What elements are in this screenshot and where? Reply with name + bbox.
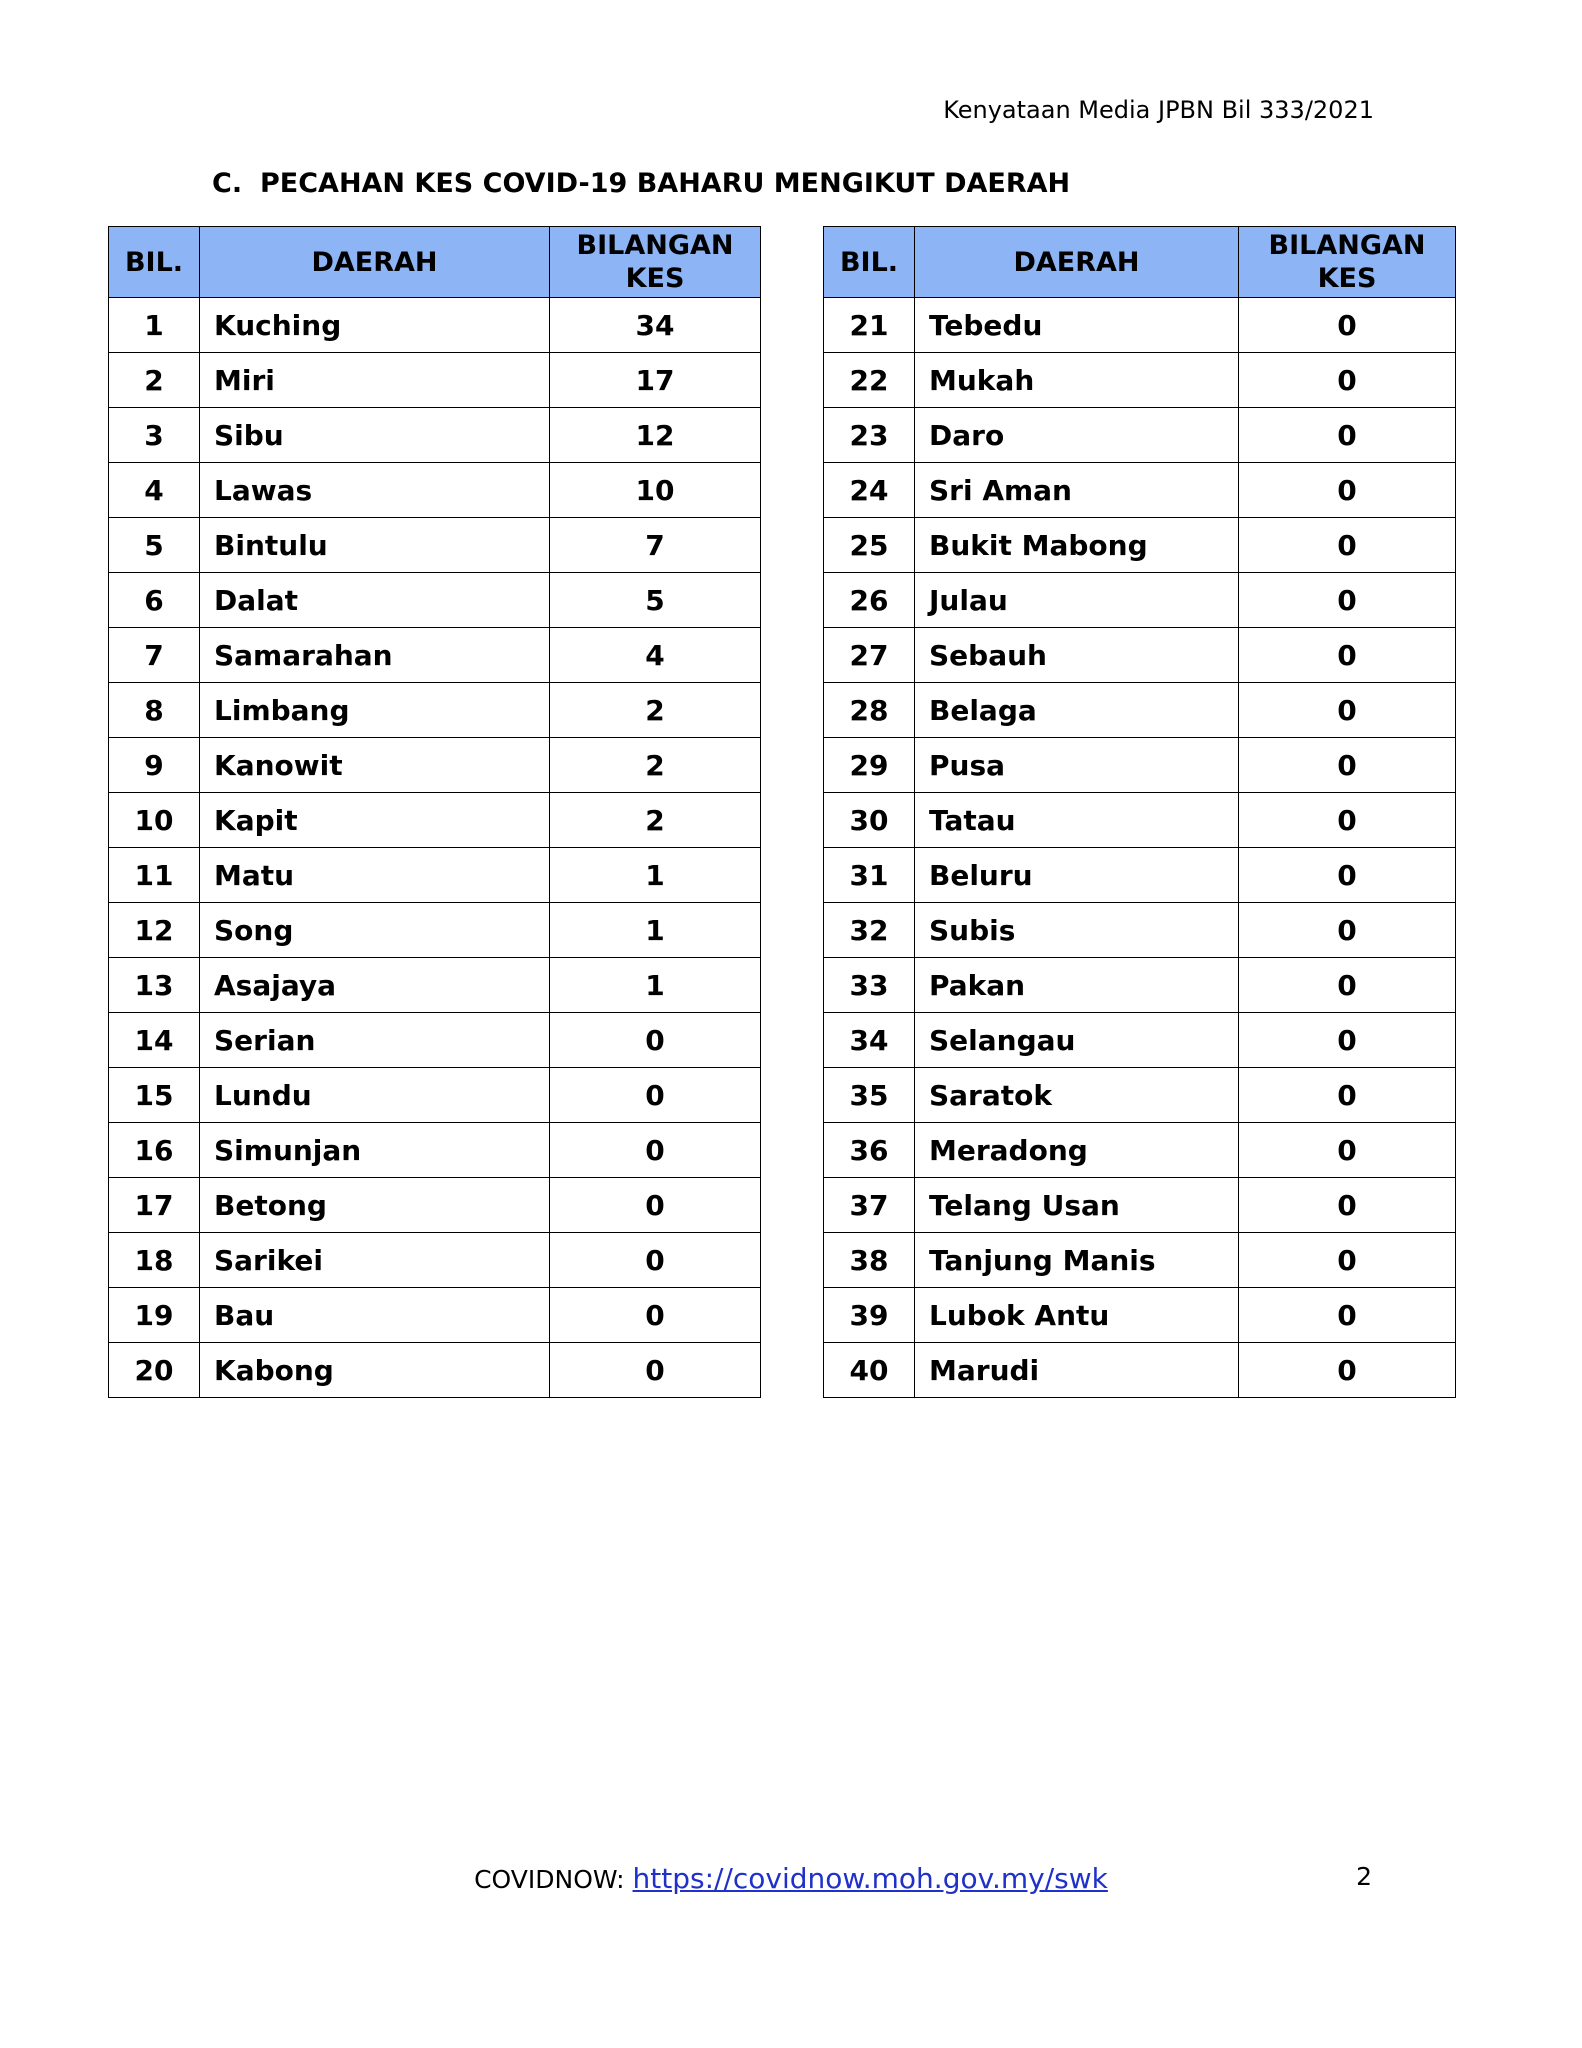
case-count: 0	[1239, 1013, 1456, 1068]
case-count: 2	[550, 738, 761, 793]
table-row	[109, 958, 761, 1013]
district-table-right	[823, 226, 1456, 1398]
table-row	[109, 628, 761, 683]
case-count: 0	[550, 1233, 761, 1288]
table-row	[109, 463, 761, 518]
district-name: Samarahan	[200, 628, 550, 683]
district-name: Julau	[915, 573, 1239, 628]
row-number: 2	[109, 353, 200, 408]
district-name: Tatau	[915, 793, 1239, 848]
district-name: Selangau	[915, 1013, 1239, 1068]
col-header-cases-line2: KES	[1317, 263, 1377, 294]
district-name: Marudi	[915, 1343, 1239, 1398]
row-number: 5	[109, 518, 200, 573]
case-count: 2	[550, 683, 761, 738]
row-number: 29	[824, 738, 915, 793]
row-number: 25	[824, 518, 915, 573]
case-count: 0	[550, 1123, 761, 1178]
district-name: Dalat	[200, 573, 550, 628]
table-row	[824, 1178, 1456, 1233]
district-name: Bau	[200, 1288, 550, 1343]
table-row	[824, 1013, 1456, 1068]
district-name: Kanowit	[200, 738, 550, 793]
case-count: 0	[1239, 628, 1456, 683]
section-letter: C.	[212, 168, 243, 199]
table-row	[109, 738, 761, 793]
col-header-cases-line2: KES	[625, 263, 685, 294]
case-count: 34	[550, 298, 761, 353]
district-name: Mukah	[915, 353, 1239, 408]
district-name: Simunjan	[200, 1123, 550, 1178]
table-row	[824, 1068, 1456, 1123]
table-row	[109, 1013, 761, 1068]
case-count: 0	[1239, 683, 1456, 738]
district-name: Bintulu	[200, 518, 550, 573]
district-name: Lundu	[200, 1068, 550, 1123]
district-name: Kabong	[200, 1343, 550, 1398]
row-number: 1	[109, 298, 200, 353]
table-row	[824, 573, 1456, 628]
district-name: Tanjung Manis	[915, 1233, 1239, 1288]
district-name: Miri	[200, 353, 550, 408]
row-number: 40	[824, 1343, 915, 1398]
district-name: Sibu	[200, 408, 550, 463]
footer-label: COVIDNOW:	[474, 1865, 625, 1894]
row-number: 28	[824, 683, 915, 738]
case-count: 10	[550, 463, 761, 518]
case-count: 5	[550, 573, 761, 628]
case-count: 0	[550, 1013, 761, 1068]
case-count: 2	[550, 793, 761, 848]
col-header-cases	[1239, 227, 1456, 298]
table-row	[109, 1068, 761, 1123]
case-count: 7	[550, 518, 761, 573]
row-number: 21	[824, 298, 915, 353]
case-count: 0	[1239, 848, 1456, 903]
table-row	[824, 1123, 1456, 1178]
row-number: 24	[824, 463, 915, 518]
row-number: 27	[824, 628, 915, 683]
row-number: 20	[109, 1343, 200, 1398]
covidnow-link[interactable]: https://covidnow.moh.gov.my/swk	[632, 1862, 1108, 1895]
district-name: Sri Aman	[915, 463, 1239, 518]
col-header-cases	[550, 227, 761, 298]
table-row	[824, 738, 1456, 793]
district-name: Telang Usan	[915, 1178, 1239, 1233]
row-number: 16	[109, 1123, 200, 1178]
table-row	[109, 1343, 761, 1398]
row-number: 11	[109, 848, 200, 903]
row-number: 38	[824, 1233, 915, 1288]
table-row	[109, 298, 761, 353]
table-row	[109, 518, 761, 573]
row-number: 7	[109, 628, 200, 683]
row-number: 3	[109, 408, 200, 463]
case-count: 0	[1239, 1178, 1456, 1233]
district-name: Pusa	[915, 738, 1239, 793]
case-count: 0	[1239, 1343, 1456, 1398]
col-header-num: BIL.	[824, 227, 915, 298]
table-header-row	[824, 227, 1456, 298]
page-number: 2	[1356, 1862, 1372, 1891]
table-row	[824, 1288, 1456, 1343]
table-row	[824, 628, 1456, 683]
district-name: Asajaya	[200, 958, 550, 1013]
district-name: Belaga	[915, 683, 1239, 738]
district-name: Sebauh	[915, 628, 1239, 683]
case-count: 1	[550, 903, 761, 958]
case-count: 0	[1239, 903, 1456, 958]
table-row	[109, 683, 761, 738]
table-row	[824, 1343, 1456, 1398]
district-name: Saratok	[915, 1068, 1239, 1123]
table-row	[109, 903, 761, 958]
row-number: 35	[824, 1068, 915, 1123]
col-header-num: BIL.	[109, 227, 200, 298]
table-row	[824, 408, 1456, 463]
table-row	[109, 1288, 761, 1343]
district-name: Matu	[200, 848, 550, 903]
case-count: 1	[550, 848, 761, 903]
district-name: Lubok Antu	[915, 1288, 1239, 1343]
district-name: Tebedu	[915, 298, 1239, 353]
case-count: 0	[1239, 573, 1456, 628]
document-reference: Kenyataan Media JPBN Bil 333/2021	[943, 96, 1374, 124]
row-number: 19	[109, 1288, 200, 1343]
case-count: 0	[550, 1068, 761, 1123]
case-count: 1	[550, 958, 761, 1013]
table-row	[109, 1178, 761, 1233]
district-table-left	[108, 226, 761, 1398]
col-header-cases-line1: BILANGAN	[576, 230, 734, 261]
row-number: 10	[109, 793, 200, 848]
case-count: 0	[1239, 463, 1456, 518]
case-count: 0	[1239, 1288, 1456, 1343]
district-name: Kuching	[200, 298, 550, 353]
district-name: Pakan	[915, 958, 1239, 1013]
col-header-district: DAERAH	[200, 227, 550, 298]
row-number: 14	[109, 1013, 200, 1068]
table-row	[824, 1233, 1456, 1288]
district-name: Lawas	[200, 463, 550, 518]
table-row	[824, 518, 1456, 573]
district-name: Limbang	[200, 683, 550, 738]
case-count: 0	[1239, 1233, 1456, 1288]
section-title: PECAHAN KES COVID-19 BAHARU MENGIKUT DAERAH	[260, 168, 1071, 199]
case-count: 4	[550, 628, 761, 683]
case-count: 0	[1239, 408, 1456, 463]
row-number: 34	[824, 1013, 915, 1068]
case-count: 0	[1239, 738, 1456, 793]
row-number: 13	[109, 958, 200, 1013]
row-number: 8	[109, 683, 200, 738]
table-row	[824, 958, 1456, 1013]
row-number: 22	[824, 353, 915, 408]
row-number: 6	[109, 573, 200, 628]
case-count: 12	[550, 408, 761, 463]
table-row	[109, 793, 761, 848]
row-number: 4	[109, 463, 200, 518]
table-row	[109, 848, 761, 903]
district-name: Bukit Mabong	[915, 518, 1239, 573]
district-name: Daro	[915, 408, 1239, 463]
table-row	[109, 1233, 761, 1288]
district-name: Meradong	[915, 1123, 1239, 1178]
row-number: 17	[109, 1178, 200, 1233]
row-number: 12	[109, 903, 200, 958]
row-number: 26	[824, 573, 915, 628]
table-row	[824, 683, 1456, 738]
case-count: 0	[1239, 958, 1456, 1013]
table-row	[824, 463, 1456, 518]
case-count: 0	[550, 1343, 761, 1398]
case-count: 0	[1239, 298, 1456, 353]
district-name: Serian	[200, 1013, 550, 1068]
footer	[0, 1862, 1582, 1895]
row-number: 31	[824, 848, 915, 903]
table-row	[109, 1123, 761, 1178]
table-row	[824, 793, 1456, 848]
section-heading	[212, 168, 1070, 199]
col-header-cases-line1: BILANGAN	[1268, 230, 1426, 261]
district-name: Subis	[915, 903, 1239, 958]
district-name: Beluru	[915, 848, 1239, 903]
table-header-row	[109, 227, 761, 298]
row-number: 9	[109, 738, 200, 793]
row-number: 37	[824, 1178, 915, 1233]
row-number: 32	[824, 903, 915, 958]
case-count: 0	[1239, 1123, 1456, 1178]
case-count: 0	[550, 1288, 761, 1343]
row-number: 23	[824, 408, 915, 463]
row-number: 36	[824, 1123, 915, 1178]
row-number: 15	[109, 1068, 200, 1123]
table-row	[109, 408, 761, 463]
case-count: 0	[1239, 353, 1456, 408]
case-count: 17	[550, 353, 761, 408]
row-number: 30	[824, 793, 915, 848]
table-row	[824, 298, 1456, 353]
table-row	[824, 903, 1456, 958]
table-row	[109, 353, 761, 408]
row-number: 33	[824, 958, 915, 1013]
table-row	[109, 573, 761, 628]
case-count: 0	[1239, 518, 1456, 573]
district-name: Song	[200, 903, 550, 958]
district-name: Kapit	[200, 793, 550, 848]
row-number: 18	[109, 1233, 200, 1288]
district-name: Betong	[200, 1178, 550, 1233]
row-number: 39	[824, 1288, 915, 1343]
district-name: Sarikei	[200, 1233, 550, 1288]
col-header-district: DAERAH	[915, 227, 1239, 298]
table-row	[824, 848, 1456, 903]
table-row	[824, 353, 1456, 408]
case-count: 0	[1239, 1068, 1456, 1123]
case-count: 0	[1239, 793, 1456, 848]
case-count: 0	[550, 1178, 761, 1233]
